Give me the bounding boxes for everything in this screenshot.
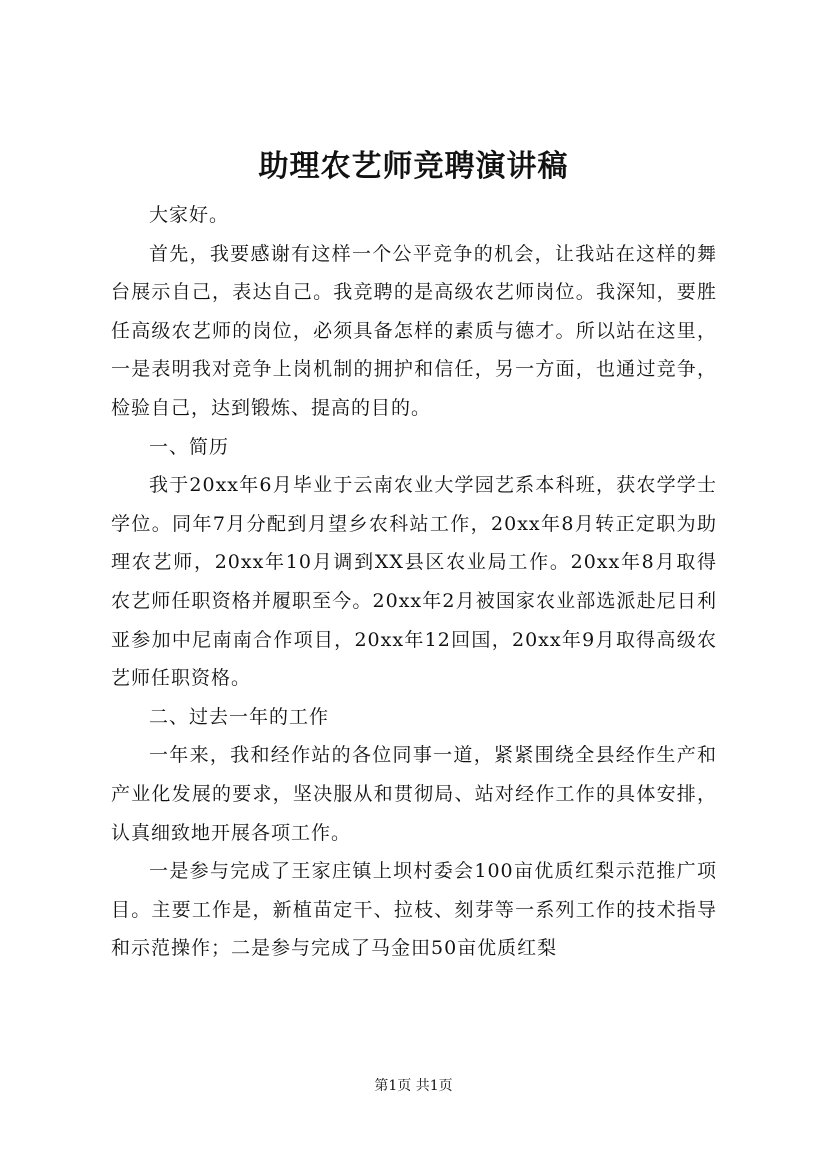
page-footer (0, 1076, 827, 1096)
section-heading-resume: 一、简历 (149, 435, 230, 458)
paragraph-projects: 一是参与完成了王家庄镇上坝村委会100亩优质红梨示范推广项目。主要工作是，新植苗定干、拉枝、刻芽等一系列工作的技术指导和示范操作；二是参与完成了马金田50亩优质红梨 (111, 860, 717, 960)
paragraph-resume: 我于20xx年6月毕业于云南农业大学园艺系本科班，获农学学士学位。同年7月分配到月望乡农科站工作，20xx年8月转正定职为助理农艺师，20xx年10月调到XX县区农业局工作。20xx年8月取得农艺师任职资格并履职至今。20xx年2月被国家农业部选派赴尼日利亚参加中尼南南合作项目，20xx年12回国，20xx年9月取得高级农艺师任职资格。 (111, 474, 717, 690)
document-title: 助理农艺师竞聘演讲稿 (258, 149, 569, 184)
section-heading-past-work: 二、过去一年的工作 (149, 705, 330, 728)
paragraph-intro: 首先，我要感谢有这样一个公平竞争的机会，让我站在这样的舞台展示自己，表达自己。我竞聘的是高级农艺师岗位。我深知，要胜任高级农艺师的岗位，必须具备怎样的素质与德才。所以站在这里，一是表明我对竞争上岗机制的拥护和信任，另一方面，也通过竞争，检验自己，达到锻炼、提高的目的。 (111, 242, 717, 419)
paragraph-past-work: 一年来，我和经作站的各位同事一道，紧紧围绕全县经作生产和产业化发展的要求，坚决服从和贯彻局、站对经作工作的具体安排，认真细致地开展各项工作。 (111, 744, 717, 844)
paragraph-greeting: 大家好。 (149, 204, 230, 226)
page-number: 第1页 共1页 (374, 1078, 453, 1094)
document-body (111, 196, 717, 968)
